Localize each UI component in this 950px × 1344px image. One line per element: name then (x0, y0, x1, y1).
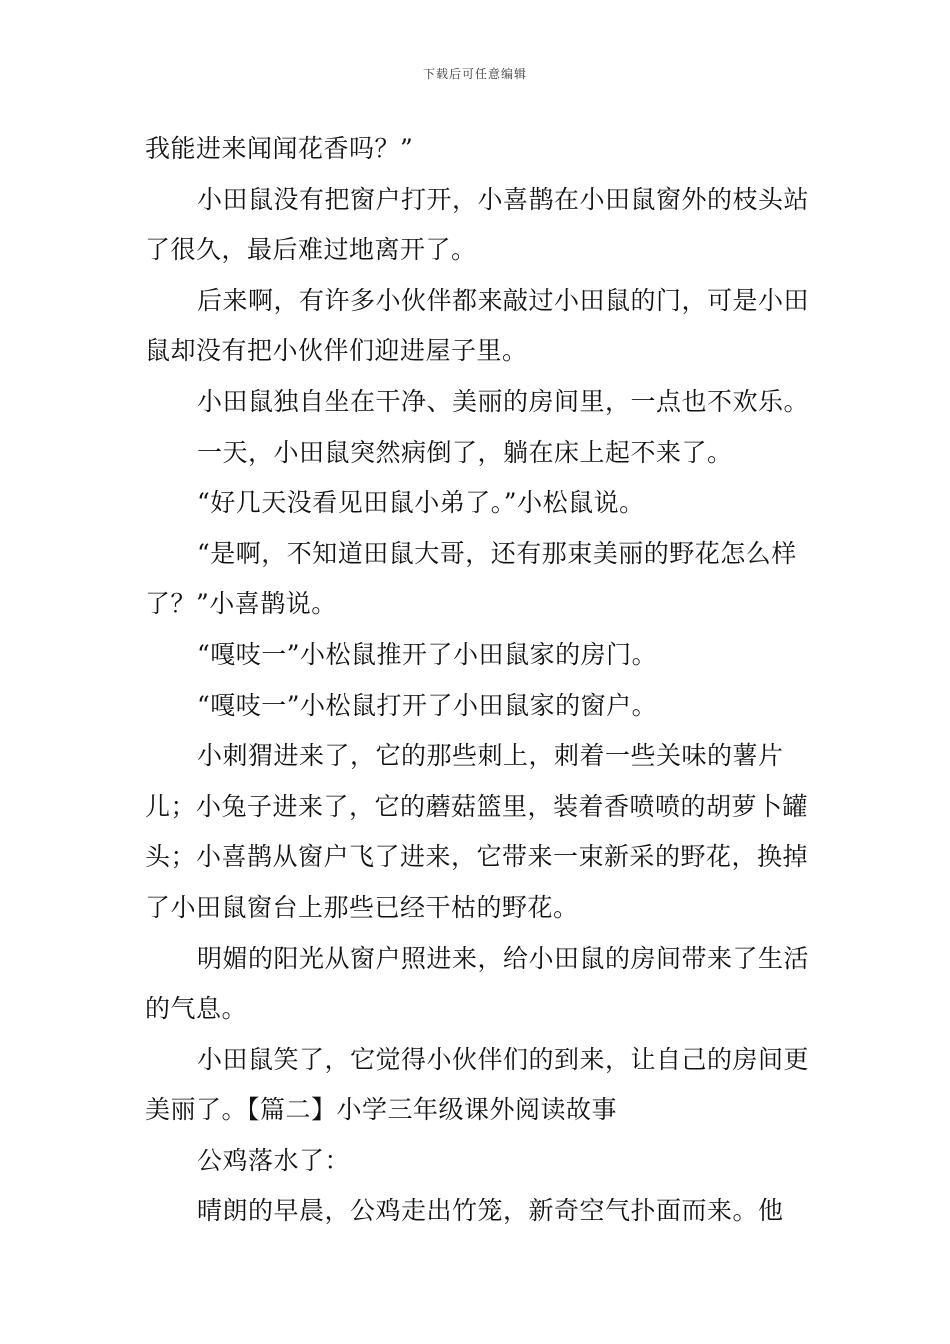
paragraph: 晴朗的早晨，公鸡走出竹笼，新奇空气扑面而来。他 (197, 1196, 784, 1226)
paragraph: “嘎吱一”小松鼠打开了小田鼠家的窗户。 (197, 690, 658, 720)
paragraph: 一天，小田鼠突然病倒了，躺在床上起不来了。 (197, 437, 733, 467)
paragraph: 明媚的阳光从窗户照进来，给小田鼠的房间带来了生活的气息。 (145, 943, 810, 1024)
paragraph: 小田鼠独自坐在干净、美丽的房间里，一点也不欢乐。 (197, 386, 810, 416)
paragraph: 小田鼠没有把窗户打开，小喜鹊在小田鼠窗外的枝头站了很久，最后难过地离开了。 (145, 184, 810, 265)
paragraph: 我能进来闻闻花香吗？” (145, 134, 414, 163)
paragraph: “嘎吱一”小松鼠推开了小田鼠家的房门。 (197, 639, 658, 669)
paragraph: “是啊，不知道田鼠大哥，还有那束美丽的野花怎么样了？”小喜鹊说。 (145, 538, 797, 619)
document-body (145, 124, 810, 1237)
paragraph: 小田鼠笑了，它觉得小伙伴们的到来，让自己的房间更美丽了。【篇二】小学三年级课外阅读故事 (145, 1044, 810, 1125)
paragraph: “好几天没看见田鼠小弟了。”小松鼠说。 (197, 488, 645, 518)
page-header-note: 下载后可任意编辑 (422, 67, 527, 81)
paragraph: 小刺猬进来了，它的那些刺上，刺着一些关味的薯片儿；小兔子进来了，它的蘑菇篮里，装着香喷喷的胡萝卜罐头；小喜鹊从窗户飞了进来，它带来一束新采的野花，换掉了小田鼠窗台上那些已经干枯的野花。 (145, 741, 809, 922)
paragraph: 公鸡落水了： (197, 1145, 351, 1175)
paragraph: 后来啊，有许多小伙伴都来敲过小田鼠的门，可是小田鼠却没有把小伙伴们迎进屋子里。 (145, 285, 810, 366)
